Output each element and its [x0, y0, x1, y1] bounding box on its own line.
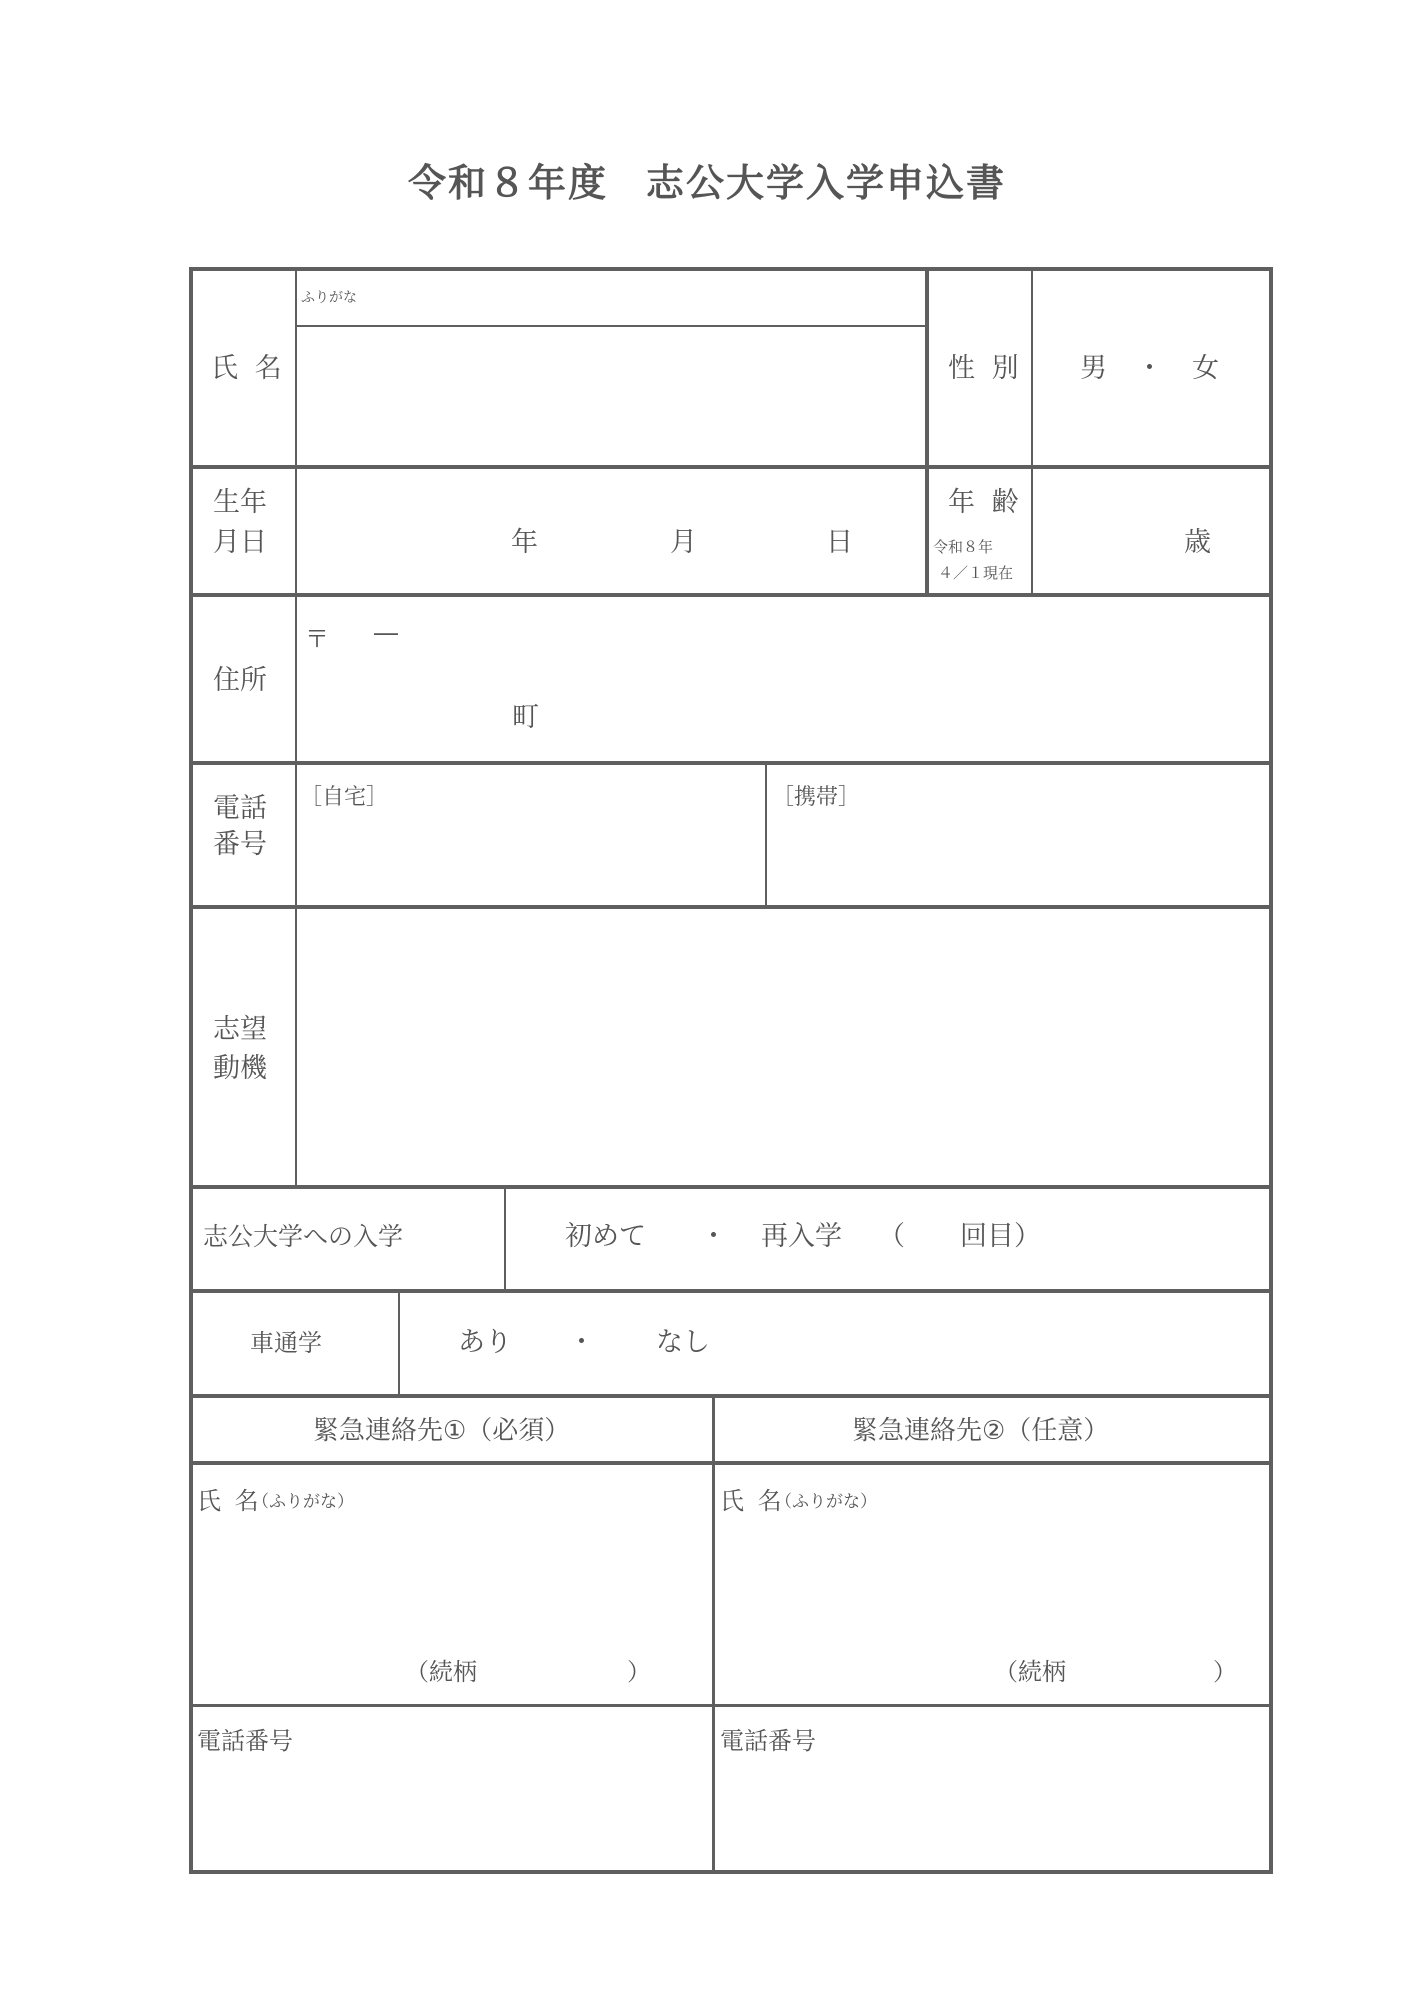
gender-option-female[interactable]: 女	[1192, 353, 1219, 384]
emergency2-header: 緊急連絡先②（任意）	[852, 1416, 1110, 1446]
emergency1-phone-input[interactable]	[193, 1760, 712, 1870]
car-label: 車通学	[250, 1329, 322, 1357]
furigana-input[interactable]	[297, 303, 925, 325]
birth-month-unit: 月	[670, 527, 697, 558]
emergency1-name-input[interactable]	[193, 1515, 712, 1655]
title-form-name: 志公大学入学申込書	[646, 161, 1007, 205]
motivation-label-line2: 動機	[213, 1053, 267, 1084]
mobile-phone-input[interactable]	[767, 765, 1269, 905]
admission-separator: ・	[700, 1221, 727, 1252]
frame-bottom	[189, 1870, 1273, 1874]
postal-dash: ―	[374, 619, 398, 647]
phone-label-line2: 番号	[213, 829, 267, 860]
emergency1-relation-close: ）	[627, 1658, 651, 1686]
address-label: 住所	[213, 665, 267, 696]
divider-emergency-header	[189, 1461, 1273, 1465]
frame-right	[1269, 267, 1273, 1874]
title-year: 令和８年度	[407, 161, 608, 205]
divider-admission	[504, 1187, 506, 1291]
motivation-textarea[interactable]	[297, 909, 1269, 1185]
admission-paren-open: （	[878, 1221, 905, 1252]
emergency1-header: 緊急連絡先①（必須）	[313, 1416, 571, 1446]
readmission-count-input[interactable]	[910, 1210, 960, 1264]
birthdate-label-line1: 生年	[213, 487, 267, 518]
emergency2-name-input[interactable]	[715, 1515, 1269, 1655]
divider-emergency-name	[189, 1704, 1273, 1707]
motivation-label-line1: 志望	[213, 1014, 267, 1045]
divider-row6	[189, 1289, 1273, 1293]
car-option-no[interactable]: なし	[656, 1327, 710, 1358]
divider-car	[398, 1291, 400, 1396]
age-label: 年 齢	[948, 487, 1023, 518]
emergency2-relation-close: ）	[1213, 1658, 1237, 1686]
postal-mark: 〒	[305, 625, 329, 653]
emergency2-relation-input[interactable]	[1086, 1652, 1216, 1692]
name-label: 氏 名	[211, 353, 286, 384]
emergency1-relation-open: （続柄	[405, 1658, 477, 1686]
divider-row7	[189, 1394, 1273, 1398]
phone-label-line1: 電話	[213, 793, 267, 824]
admission-option-re[interactable]: 再入学	[761, 1221, 842, 1252]
gender-option-male[interactable]: 男	[1080, 353, 1107, 384]
frame-top	[189, 267, 1273, 271]
admission-option-first[interactable]: 初めて	[565, 1221, 646, 1252]
emergency1-name-label: 氏 名	[197, 1487, 262, 1515]
age-note-line1: 令和８年	[933, 538, 994, 556]
furigana-label: ふりがな	[301, 290, 357, 306]
emergency2-furigana-note: （ふりがな）	[775, 1492, 877, 1512]
divider-gender-label-left	[925, 267, 929, 595]
home-phone-label: ［自宅］	[300, 785, 389, 810]
admission-count-unit: 回目）	[960, 1221, 1041, 1252]
emergency2-phone-label: 電話番号	[720, 1727, 816, 1755]
age-note-line2: ４／１現在	[938, 564, 1014, 582]
emergency2-relation-open: （続柄	[994, 1658, 1066, 1686]
birth-year-unit: 年	[511, 527, 538, 558]
admission-label: 志公大学への入学	[203, 1222, 404, 1251]
town-unit: 町	[512, 702, 539, 733]
gender-label: 性 別	[948, 353, 1023, 384]
emergency1-phone-label: 電話番号	[197, 1727, 293, 1755]
age-input[interactable]	[1033, 469, 1269, 593]
address-input[interactable]	[297, 597, 1269, 761]
emergency2-name-label: 氏 名	[720, 1487, 785, 1515]
emergency1-relation-input[interactable]	[497, 1652, 627, 1692]
gender-separator: ・	[1136, 353, 1163, 384]
home-phone-input[interactable]	[297, 765, 765, 905]
divider-row5	[189, 1185, 1273, 1189]
name-input[interactable]	[297, 327, 925, 465]
mobile-phone-label: ［携帯］	[772, 785, 861, 810]
birthdate-label-line2: 月日	[213, 527, 267, 558]
car-option-yes[interactable]: あり	[458, 1327, 512, 1358]
birth-day-unit: 日	[826, 527, 853, 558]
car-separator: ・	[568, 1327, 595, 1358]
emergency1-furigana-note: （ふりがな）	[252, 1492, 354, 1512]
emergency2-phone-input[interactable]	[715, 1760, 1269, 1870]
age-unit: 歳	[1184, 527, 1211, 558]
